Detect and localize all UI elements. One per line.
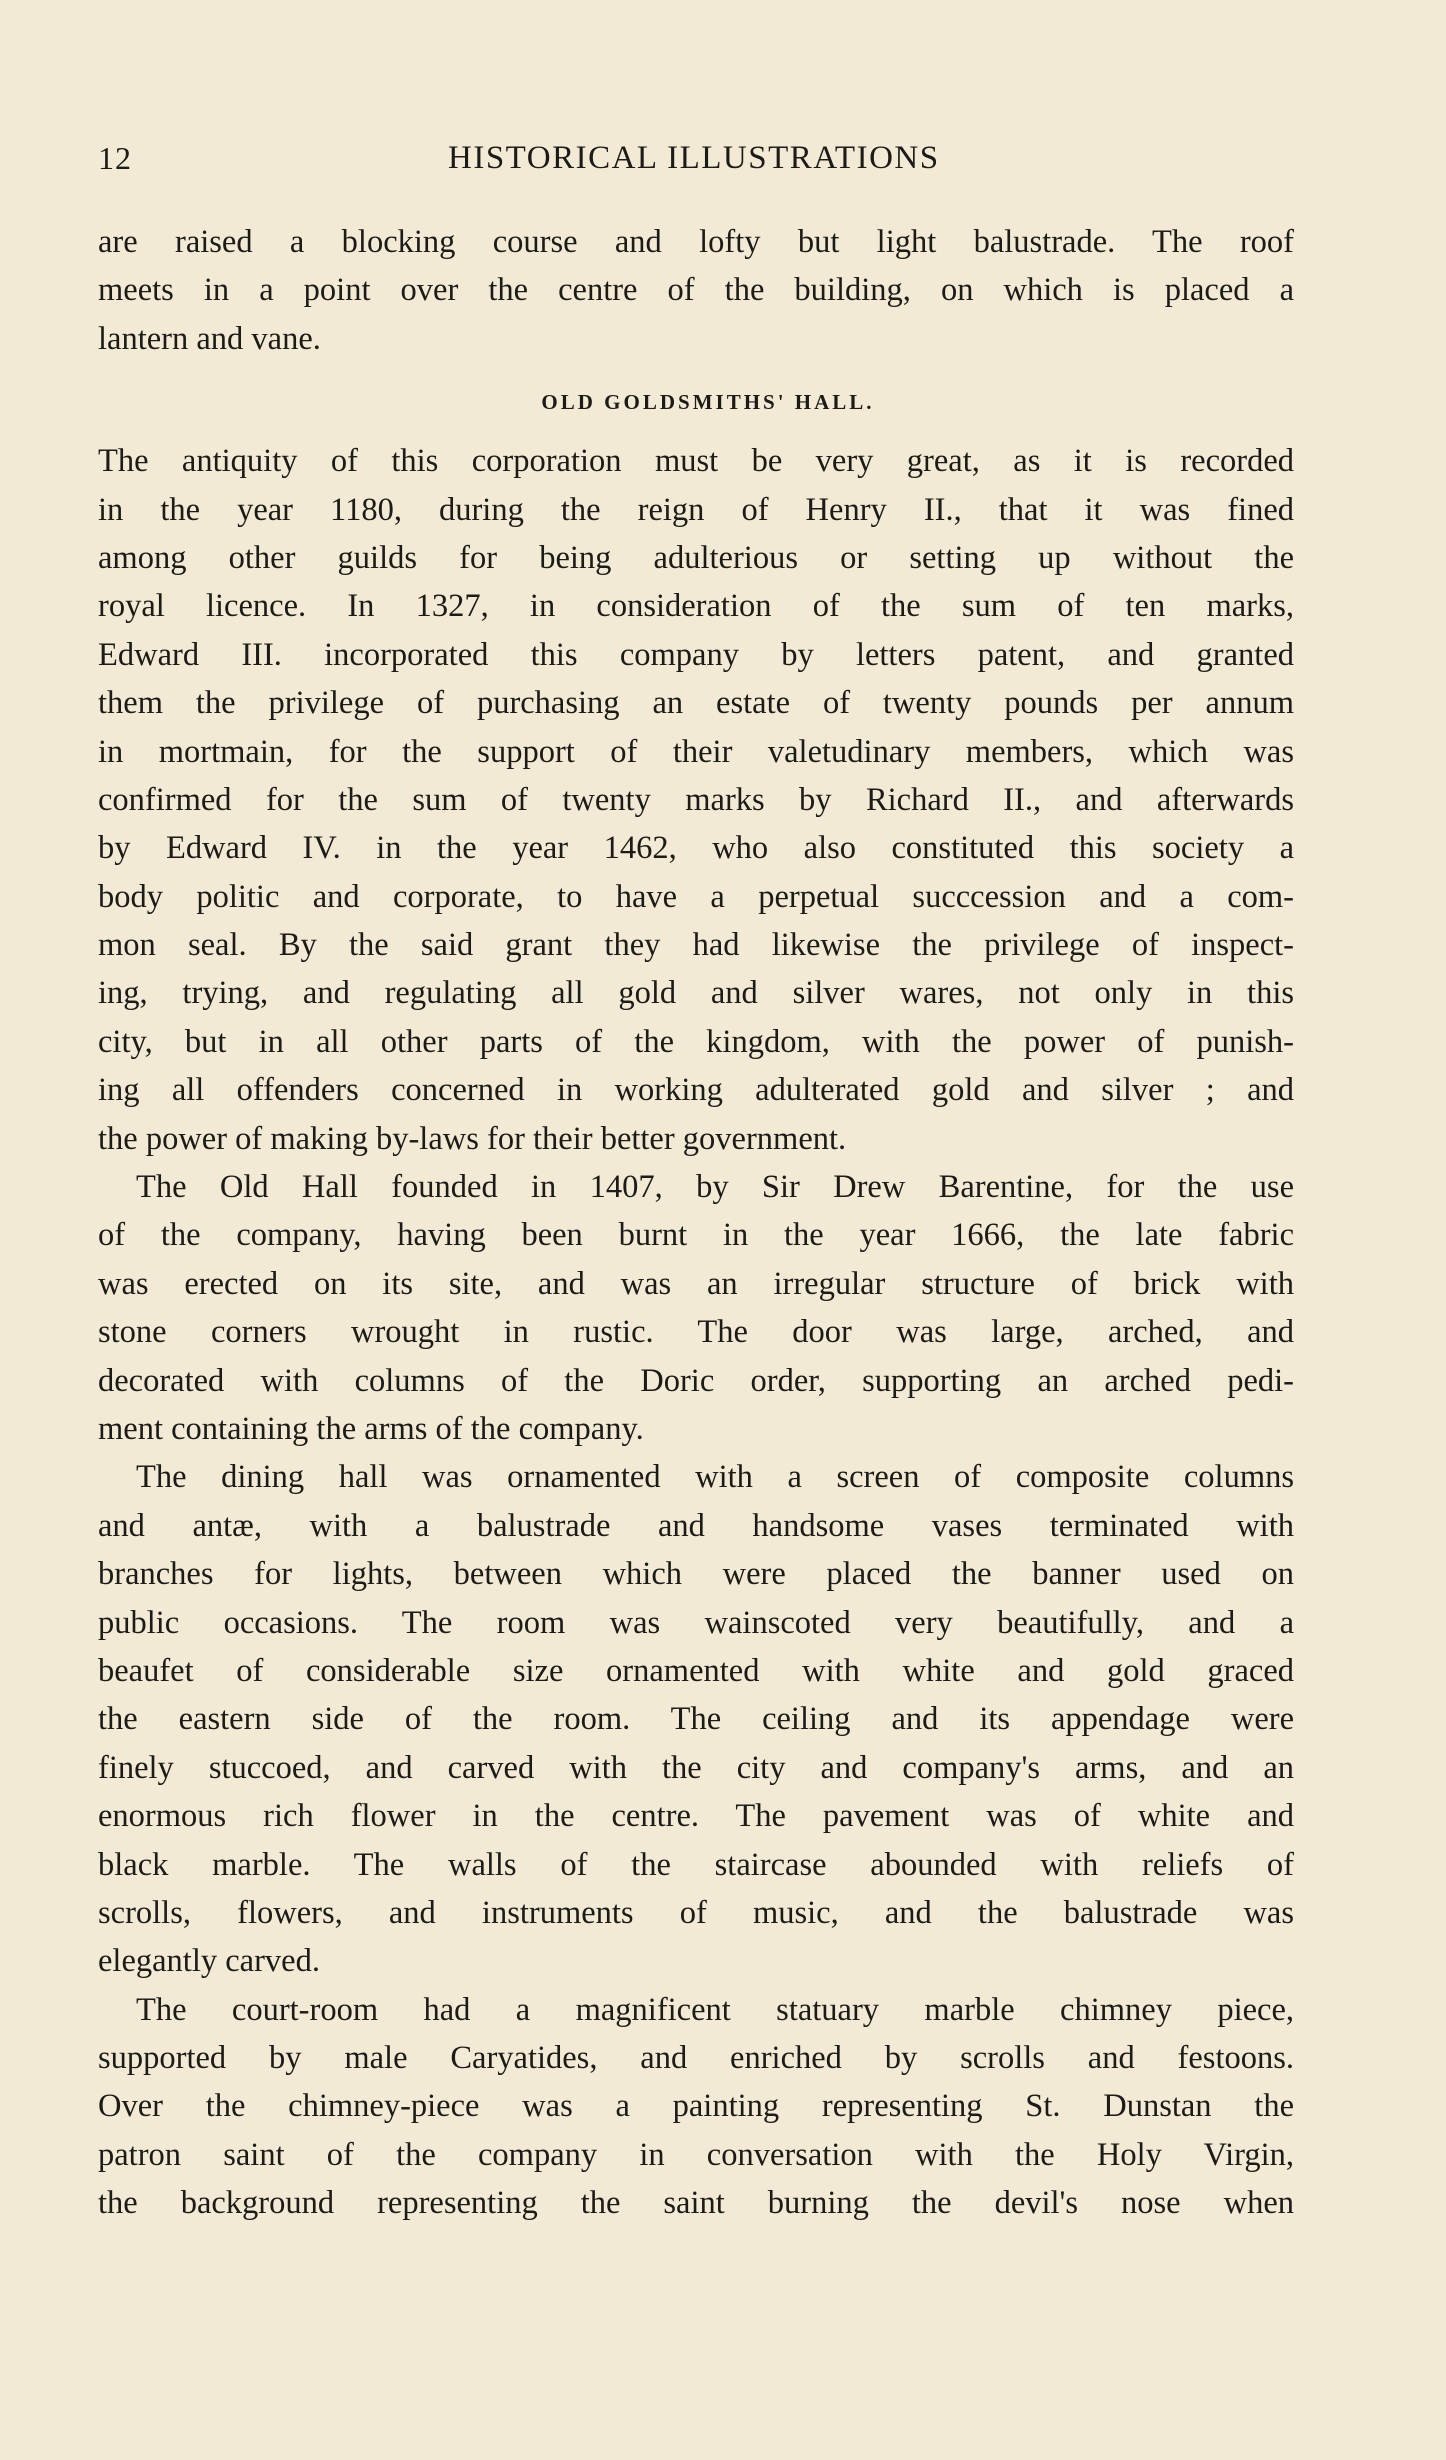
- text-line: branches for lights, between which were placed the banner used on: [98, 1556, 1294, 1593]
- text-line: ment containing the arms of the company.: [98, 1410, 644, 1447]
- text-line: them the privilege of purchasing an estate of twenty pounds per annum: [98, 685, 1294, 722]
- text-line: beaufet of considerable size ornamented with white and gold graced: [98, 1652, 1294, 1689]
- paragraph-first-line: The dining hall was ornamented with a screen of composite columns: [136, 1459, 1294, 1496]
- text-line: the power of making by-laws for their better government.: [98, 1120, 847, 1157]
- page-number: 12: [98, 140, 132, 176]
- text-line: confirmed for the sum of twenty marks by Richard II., and afterwards: [98, 781, 1294, 818]
- text-line: royal licence. In 1327, in consideration of the sum of ten marks,: [98, 588, 1294, 625]
- text-line: lantern and vane.: [98, 320, 321, 357]
- text-line: in mortmain, for the support of their valetudinary members, which was: [98, 733, 1294, 770]
- text-line: finely stuccoed, and carved with the city and company's arms, and an: [98, 1749, 1294, 1786]
- text-line: decorated with columns of the Doric order, supporting an arched pedi-: [98, 1362, 1294, 1399]
- text-line: was erected on its site, and was an irregular structure of brick with: [98, 1265, 1294, 1302]
- text-line: scrolls, flowers, and instruments of music, and the balustrade was: [98, 1894, 1294, 1931]
- paragraph-first-line: The court-room had a magnificent statuary marble chimney piece,: [136, 1991, 1294, 2028]
- text-line: stone corners wrought in rustic. The door was large, arched, and: [98, 1314, 1294, 1351]
- text-line: enormous rich flower in the centre. The pavement was of white and: [98, 1798, 1294, 1835]
- paragraph-first-line: The Old Hall founded in 1407, by Sir Drew Barentine, for the use: [136, 1169, 1294, 1206]
- text-line: black marble. The walls of the staircase abounded with reliefs of: [98, 1846, 1294, 1883]
- text-line: The antiquity of this corporation must be very great, as it is recorded: [98, 443, 1294, 480]
- text-line: of the company, having been burnt in the year 1666, the late fabric: [98, 1217, 1294, 1254]
- text-line: Edward III. incorporated this company by letters patent, and granted: [98, 636, 1294, 673]
- running-title: HISTORICAL ILLUSTRATIONS: [448, 140, 940, 176]
- text-line: public occasions. The room was wainscoted very beautifully, and a: [98, 1604, 1294, 1641]
- text-line: in the year 1180, during the reign of Henry II., that it was fined: [98, 491, 1294, 528]
- text-line: mon seal. By the said grant they had likewise the privilege of inspect-: [98, 927, 1294, 964]
- section-heading: OLD GOLDSMITHS' HALL.: [541, 390, 875, 415]
- body-text: [98, 218, 1294, 2228]
- text-line: the eastern side of the room. The ceiling and its appendage were: [98, 1701, 1294, 1738]
- text-line: elegantly carved.: [98, 1943, 320, 1980]
- text-line: supported by male Caryatides, and enriched by scrolls and festoons.: [98, 2040, 1294, 2077]
- text-line: the background representing the saint burning the devil's nose when: [98, 2185, 1294, 2222]
- text-line: body politic and corporate, to have a perpetual succcession and a com-: [98, 878, 1294, 915]
- text-line: are raised a blocking course and lofty but light balustrade. The roof: [98, 224, 1294, 260]
- text-line: meets in a point over the centre of the building, on which is placed a: [98, 272, 1294, 309]
- text-line: city, but in all other parts of the kingdom, with the power of punish-: [98, 1023, 1294, 1060]
- text-line: Over the chimney-piece was a painting representing St. Dunstan the: [98, 2088, 1294, 2125]
- text-line: ing, trying, and regulating all gold and silver wares, not only in this: [98, 975, 1294, 1012]
- text-line: patron saint of the company in conversation with the Holy Virgin,: [98, 2136, 1294, 2173]
- text-line: and antæ, with a balustrade and handsome vases terminated with: [98, 1507, 1294, 1544]
- text-line: by Edward IV. in the year 1462, who also constituted this society a: [98, 830, 1294, 867]
- running-head: [98, 140, 1294, 186]
- text-line: ing all offenders concerned in working adulterated gold and silver ; and: [98, 1072, 1294, 1109]
- text-line: among other guilds for being adulterious or setting up without the: [98, 539, 1294, 576]
